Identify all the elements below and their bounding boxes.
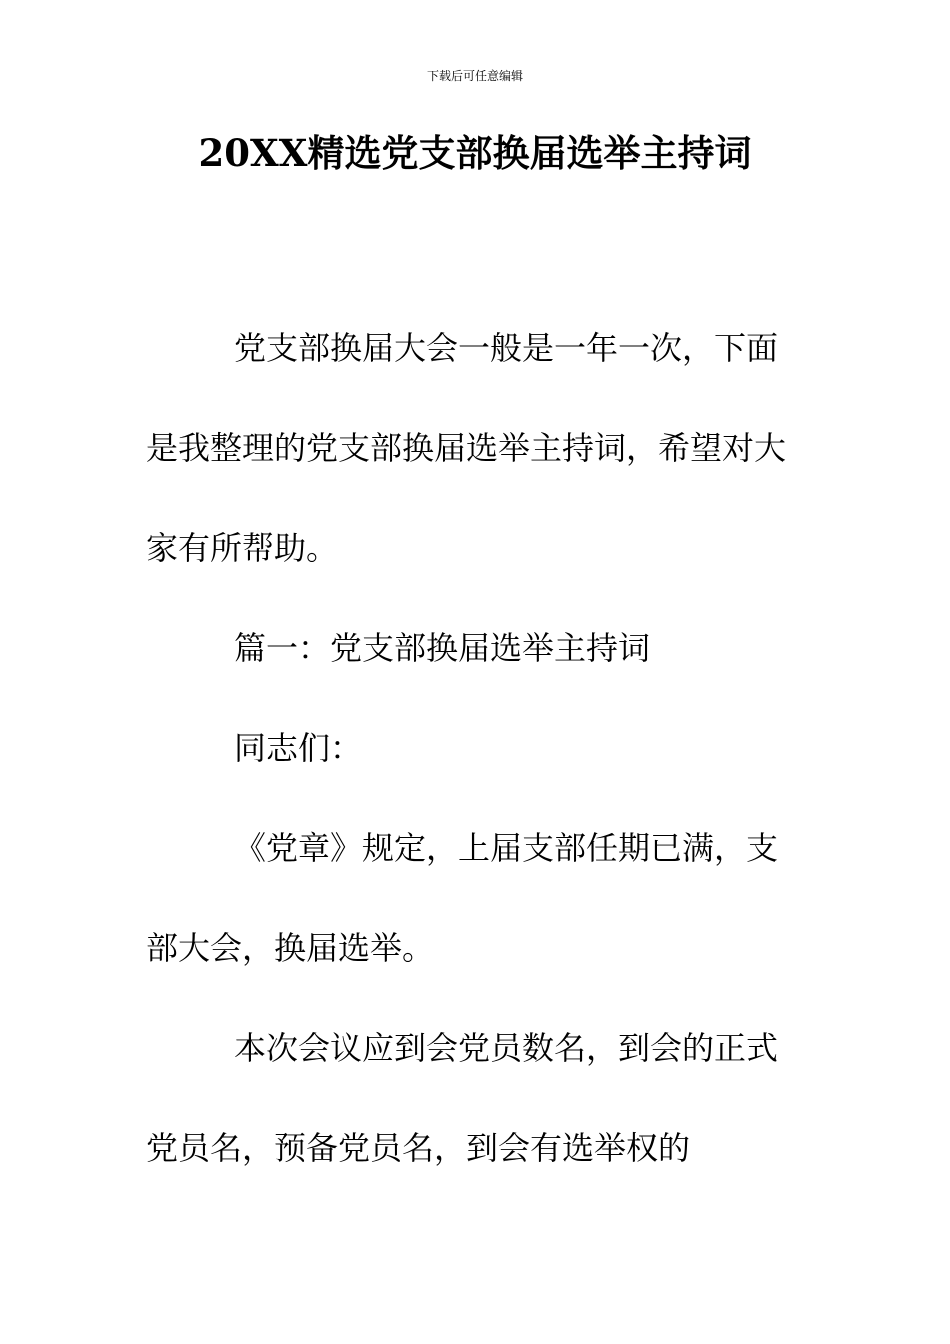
- paragraph-regulation: 《党章》规定，上届支部任期已满，支部大会，换届选举。: [146, 829, 779, 967]
- header-note: 下载后可任意编辑: [426, 69, 523, 83]
- paragraph-attendance: 本次会议应到会党员数名，到会的正式党员名，预备党员名，到会有选举权的: [146, 1029, 779, 1167]
- document-body: [146, 298, 806, 1198]
- paragraph-section-heading: 篇一：党支部换届选举主持词: [234, 629, 651, 667]
- document-title: 20XX精选党支部换届选举主持词: [198, 131, 752, 175]
- paragraph-salutation: 同志们：: [234, 729, 363, 767]
- paragraph-intro: 党支部换届大会一般是一年一次，下面是我整理的党支部换届选举主持词，希望对大家有所帮助。: [146, 329, 787, 567]
